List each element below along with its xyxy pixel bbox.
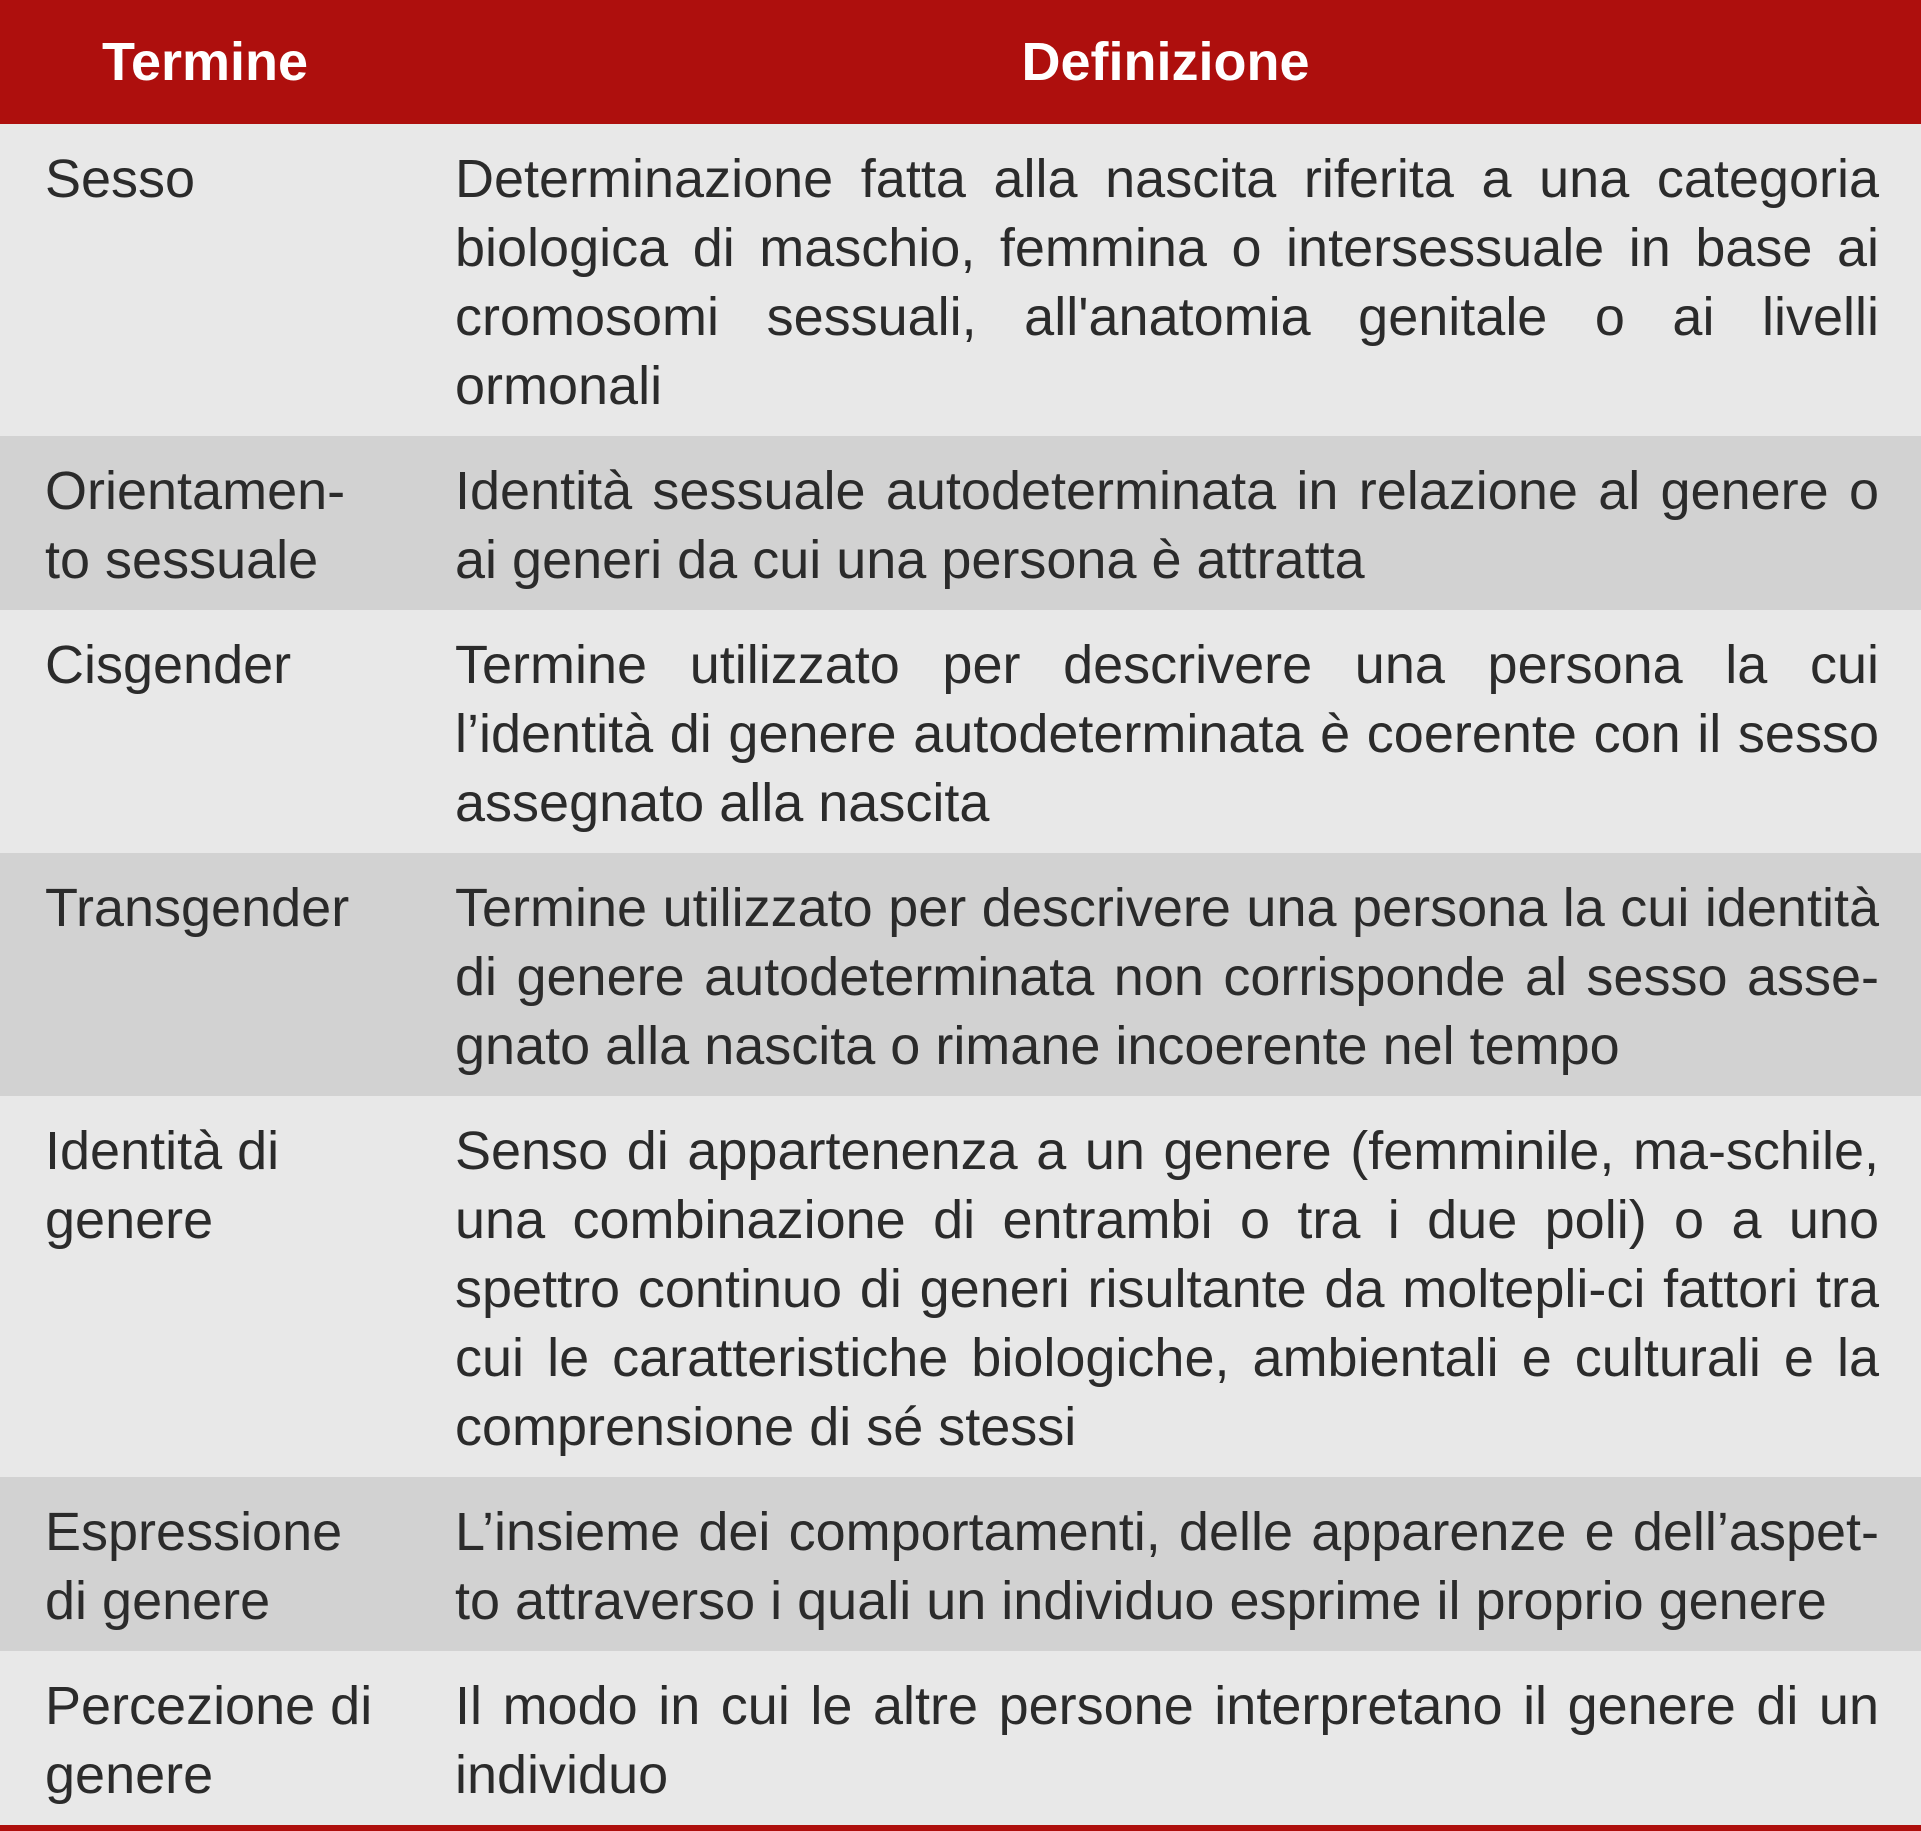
term-cell: Espressione di genere xyxy=(0,1477,410,1651)
definition-cell: L’insieme dei comportamenti, delle apparenze e dell’aspet-to attraverso i quali un individuo esprime il proprio genere xyxy=(410,1477,1921,1651)
term-cell: Percezione di genere xyxy=(0,1651,410,1825)
table-row xyxy=(0,1651,1921,1825)
definition-cell: Termine utilizzato per descrivere una persona la cui l’identità di genere autodeterminata è coerente con il sesso assegnato alla nascita xyxy=(410,610,1921,853)
table-row xyxy=(0,436,1921,610)
table-header-row xyxy=(0,0,1921,124)
column-header-definition: Definizione xyxy=(410,0,1921,124)
table-row xyxy=(0,1096,1921,1477)
column-header-term: Termine xyxy=(0,0,410,124)
term-cell: Cisgender xyxy=(0,610,410,853)
table-row xyxy=(0,1477,1921,1651)
definition-cell: Identità sessuale autodeterminata in relazione al genere o ai generi da cui una persona è attratta xyxy=(410,436,1921,610)
term-cell: Transgender xyxy=(0,853,410,1096)
table-row xyxy=(0,124,1921,436)
definition-cell: Senso di appartenenza a un genere (femminile, ma-schile, una combinazione di entrambi o tra i due poli) o a uno spettro continuo di generi risultante da moltepli-ci fattori tra cui le caratteristiche biologiche, ambientali e culturali e la comprensione di sé stessi xyxy=(410,1096,1921,1477)
definition-cell: Il modo in cui le altre persone interpretano il genere di un individuo xyxy=(410,1651,1921,1825)
table-row xyxy=(0,610,1921,853)
term-cell: Sesso xyxy=(0,124,410,436)
bottom-divider xyxy=(0,1825,1921,1831)
table-row xyxy=(0,853,1921,1096)
definition-cell: Determinazione fatta alla nascita riferita a una categoria biologica di maschio, femmina o intersessuale in base ai cromosomi sessuali, all'anatomia genitale o ai livelli ormonali xyxy=(410,124,1921,436)
term-cell: Orientamen-to sessuale xyxy=(0,436,410,610)
term-cell: Identità di genere xyxy=(0,1096,410,1477)
definition-cell: Termine utilizzato per descrivere una persona la cui identità di genere autodeterminata non corrisponde al sesso asse-gnato alla nascita o rimane incoerente nel tempo xyxy=(410,853,1921,1096)
